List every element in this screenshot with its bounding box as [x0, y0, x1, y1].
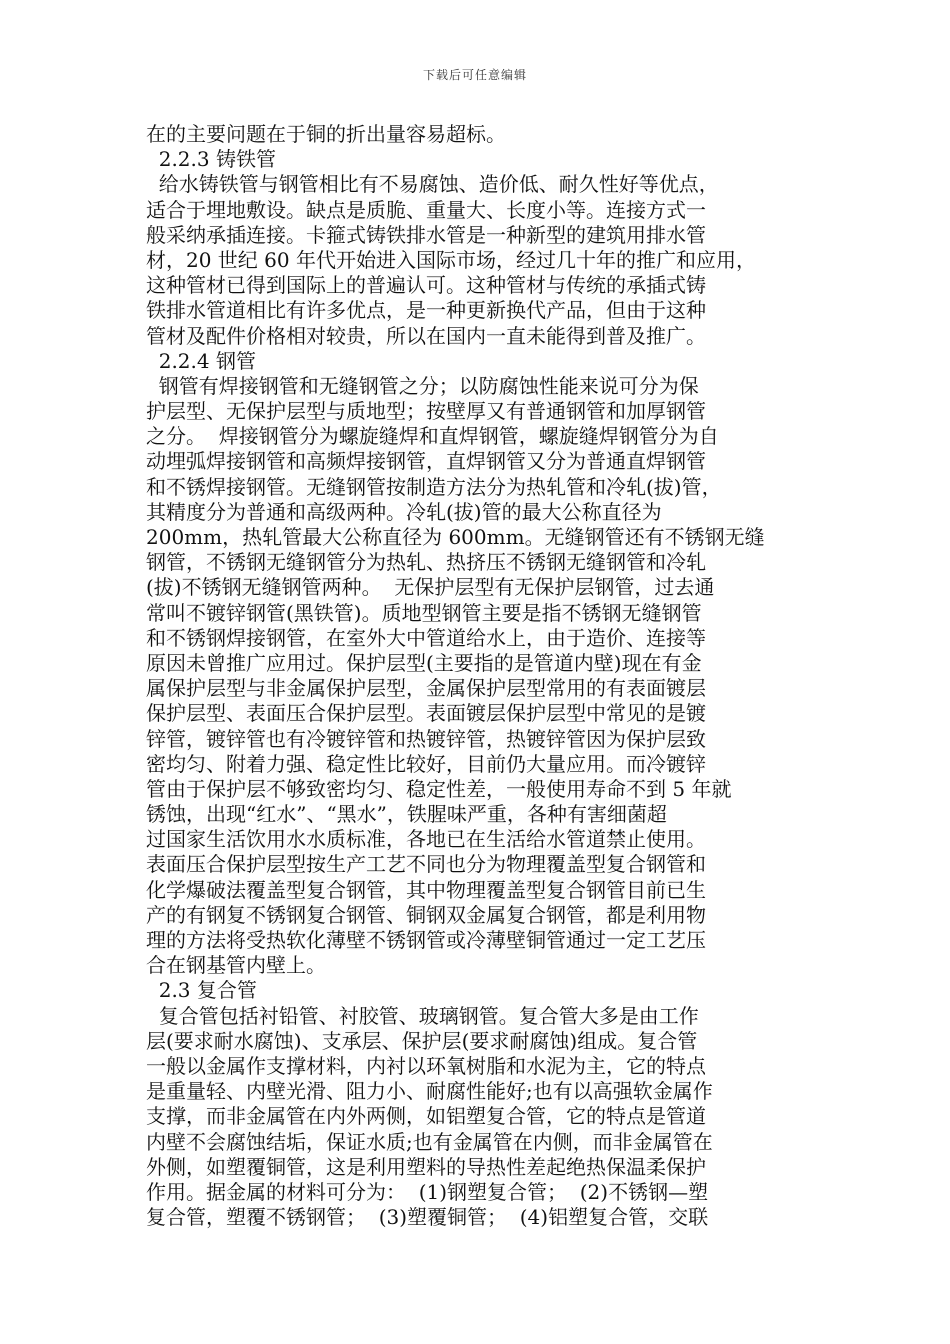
text-line: 层(要求耐水腐蚀)、支承层、保护层(要求耐腐蚀)组成。复合管	[146, 1028, 698, 1053]
text-line: 是重量轻、内壁光滑、阻力小、耐腐性能好;也有以高强软金属作	[146, 1079, 713, 1104]
text-line: 管材及配件价格相对较贵，所以在国内一直未能得到普及推广。	[146, 323, 706, 348]
text-line: 作用。据金属的材料可分为： (1)钢塑复合管； (2)不锈钢—塑	[146, 1179, 709, 1204]
text-line: 在的主要问题在于铜的折出量容易超标。	[146, 122, 506, 146]
text-line: 密均匀、附着力强、稳定性比较好，目前仍大量应用。而冷镀锌	[146, 751, 706, 776]
text-line: 复合管包括衬铅管、衬胶管、玻璃钢管。复合管大多是由工作	[146, 1003, 699, 1028]
text-line: 合在钢基管内壁上。	[146, 953, 326, 978]
text-line: (拔)不锈钢无缝钢管两种。 无保护层型有无保护层钢管，过去通	[146, 575, 715, 600]
text-line: 2.3 复合管	[146, 978, 257, 1003]
text-line: 理的方法将受热软化薄壁不锈钢管或冷薄壁铜管通过一定工艺压	[146, 928, 706, 952]
text-line: 2.2.4 钢管	[146, 348, 256, 373]
text-line: 2.2.3 铸铁管	[146, 147, 276, 172]
body-text	[146, 122, 806, 1230]
text-line: 钢管有焊接钢管和无缝钢管之分；以防腐蚀性能来说可分为保	[146, 373, 699, 398]
text-line: 锈蚀，出现“红水”、“黑水”，铁腥味严重，各种有害细菌超	[146, 802, 667, 827]
text-line: 铁排水管道相比有许多优点，是一种更新换代产品，但由于这种	[146, 298, 706, 323]
text-line: 动埋弧焊接钢管和高频焊接钢管，直焊钢管又分为普通直焊钢管	[146, 449, 706, 474]
page-header: 下载后可任意编辑	[422, 68, 527, 82]
text-line: 属保护层型与非金属保护层型，金属保护层型常用的有表面镀层	[146, 676, 706, 701]
text-line: 内壁不会腐蚀结垢，保证水质;也有金属管在内侧，而非金属管在	[146, 1129, 713, 1154]
text-line: 化学爆破法覆盖型复合钢管，其中物理覆盖型复合钢管目前已生	[146, 877, 706, 902]
text-line: 200mm，热轧管最大公称直径为 600mm。无缝钢管还有不锈钢无缝	[146, 525, 765, 549]
text-line: 和不锈钢焊接钢管，在室外大中管道给水上，由于造价、连接等	[146, 625, 706, 650]
text-line: 给水铸铁管与钢管相比有不易腐蚀、造价低、耐久性好等优点，	[146, 172, 719, 197]
text-line: 保护层型、表面压合保护层型。表面镀层保护层型中常见的是镀	[146, 701, 706, 726]
text-line: 锌管，镀锌管也有冷镀锌管和热镀锌管，热镀锌管因为保护层致	[146, 726, 706, 751]
text-line: 管由于保护层不够致密均匀、稳定性差，一般使用寿命不到 5 年就	[146, 776, 732, 801]
text-line: 复合管，塑覆不锈钢管； (3)塑覆铜管； (4)铝塑复合管，交联	[146, 1205, 709, 1230]
text-line: 其精度分为普通和高级两种。冷轧(拔)管的最大公称直径为	[146, 499, 662, 524]
text-line: 和不锈焊接钢管。无缝钢管按制造方法分为热轧管和冷轧(拔)管，	[146, 474, 722, 499]
text-line: 过国家生活饮用水水质标准，各地已在生活给水管道禁止使用。	[146, 827, 706, 852]
text-line: 外侧，如塑覆铜管，这是利用塑料的导热性差起绝热保温柔保护	[146, 1154, 706, 1179]
text-line: 这种管材已得到国际上的普遍认可。这种管材与传统的承插式铸	[146, 273, 706, 298]
text-line: 一般以金属作支撑材料，内衬以环氧树脂和水泥为主，它的特点	[146, 1053, 706, 1078]
text-line: 钢管，不锈钢无缝钢管分为热轧、热挤压不锈钢无缝钢管和冷轧	[146, 550, 706, 575]
text-line: 表面压合保护层型按生产工艺不同也分为物理覆盖型复合钢管和	[146, 852, 706, 877]
text-line: 原因未曾推广应用过。保护层型(主要指的是管道内壁)现在有金	[146, 650, 702, 675]
text-line: 护层型、无保护层型与质地型；按壁厚又有普通钢管和加厚钢管	[146, 399, 706, 424]
text-line: 般采纳承插连接。卡箍式铸铁排水管是一种新型的建筑用排水管	[146, 222, 706, 247]
text-line: 之分。 焊接钢管分为螺旋缝焊和直焊钢管，螺旋缝焊钢管分为自	[146, 424, 719, 449]
text-line: 支撑，而非金属管在内外两侧，如铝塑复合管，它的特点是管道	[146, 1104, 706, 1129]
text-line: 常叫不镀锌钢管(黑铁管)。质地型钢管主要是指不锈钢无缝钢管	[146, 600, 702, 625]
text-line: 材，20 世纪 60 年代开始进入国际市场，经过几十年的推广和应用，	[146, 247, 756, 272]
text-line: 适合于埋地敷设。缺点是质脆、重量大、长度小等。连接方式一	[146, 197, 706, 222]
text-line: 产的有钢复不锈钢复合钢管、铜钢双金属复合钢管，都是利用物	[146, 902, 706, 927]
